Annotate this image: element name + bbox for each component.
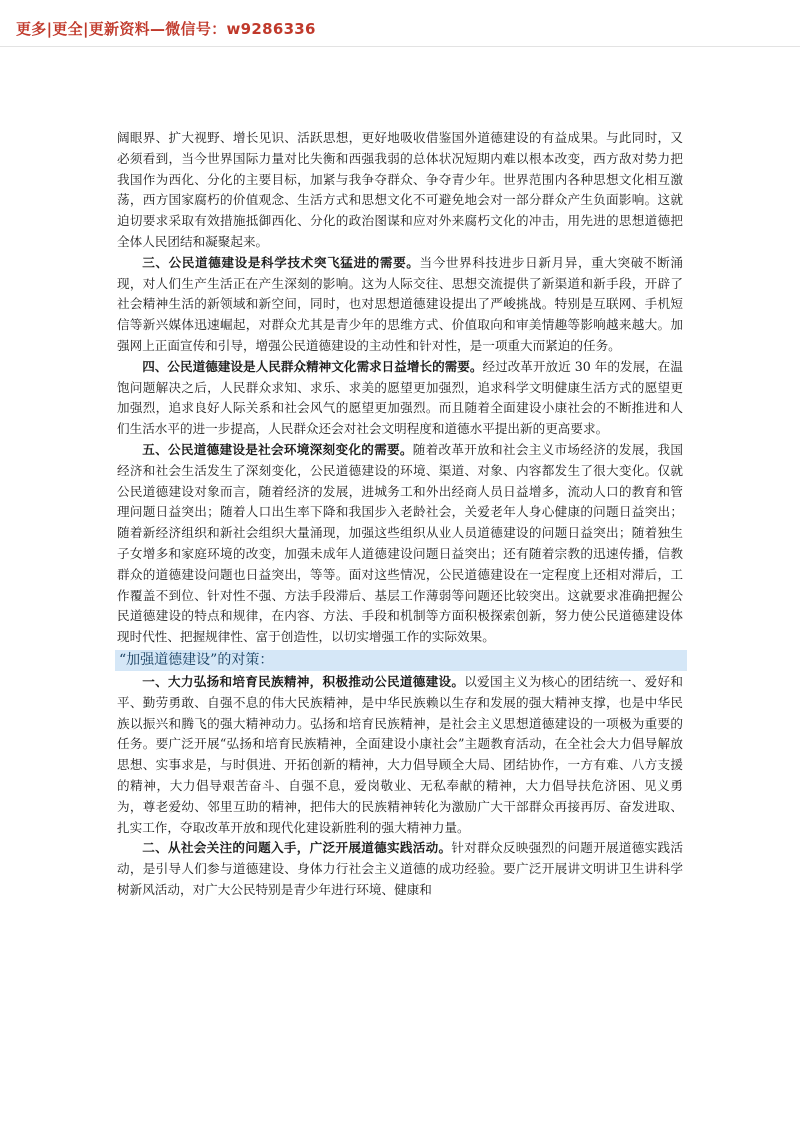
paragraph-lead: 三、公民道德建设是科学技术突飞猛进的需要。 (142, 254, 420, 270)
header-divider (0, 46, 800, 47)
paragraph-point-4 (117, 357, 683, 440)
document-body (117, 128, 683, 901)
section-heading: “加强道德建设”的对策： (115, 650, 687, 671)
paragraph-measure-2 (117, 838, 683, 900)
paragraph-lead: 二、从社会关注的问题入手，广泛开展道德实践活动。 (142, 840, 452, 856)
paragraph-lead: 四、公民道德建设是人民群众精神文化需求日益增长的需要。 (142, 358, 483, 374)
paragraph-text: 以爱国主义为核心的团结统一、爱好和平、勤劳勇敢、自强不息的伟大民族精神，是中华民族赖以生存和发展的强大精神支撑，也是中华民族以振兴和腾飞的强大精神动力。弘扬和培育民族精神，是社会主义思想道德建设的一项极为重要的任务。要广泛开展“弘扬和培育民族精神，全面建设小康社会”主题教育活动，在全社会大力倡导解放思想、实事求是，与时俱进、开拓创新的精神，大力倡导顾全大局、团结协作，一方有难、八方支援的精神，大力倡导艰苦奋斗、自强不息，爱岗敬业、无私奉献的精神，大力倡导扶危济困、见义勇为，尊老爱幼、邻里互助的精神，把伟大的民族精神转化为激励广大干部群众再接再厉、奋发进取、扎实工作，夺取改革开放和现代化建设新胜利的强大精神力量。 (117, 673, 684, 835)
paragraph-continuation (117, 128, 683, 253)
paragraph-text: 针对群众反映强烈的问题开展道德实践活动，是引导人们参与道德建设、身体力行社会主义道德的成功经验。要广泛开展讲文明讲卫生讲科学树新风活动，对广大公民特别是青少年进行环境、健康和 (117, 840, 684, 897)
paragraph-text: 阔眼界、扩大视野、增长见识、活跃思想，更好地吸收借鉴国外道德建设的有益成果。与此同时，又必须看到，当今世界国际力量对比失衡和西强我弱的总体状况短期内难以根本改变，西方敌对势力把我国作为西化、分化的主要目标，加紧与我争夺群众、争夺青少年。世界范围内各种思想文化相互激荡，西方国家腐朽的价值观念、生活方式和思想文化不可避免地会对一部分群众产生负面影响。这就迫切要求采取有效措施抵御西化、分化的政治图谋和应对外来腐朽文化的冲击，用先进的思想道德把全体人民团结和凝聚起来。 (117, 130, 683, 249)
paragraph-lead: 一、大力弘扬和培育民族精神，积极推动公民道德建设。 (142, 673, 465, 689)
paragraph-point-3 (117, 253, 683, 357)
paragraph-point-5 (117, 440, 683, 648)
paragraph-measure-1 (117, 672, 683, 838)
paragraph-text: 随着改革开放和社会主义市场经济的发展，我国经济和社会生活发生了深刻变化，公民道德建设的环境、渠道、对象、内容都发生了很大变化。仅就公民道德建设对象而言，随着经济的发展，进城务工和外出经商人员日益增多，流动人口的教育和管理问题日益突出；随着人口出生率下降和我国步入老龄社会，关爱老年人身心健康的问题日益突出；随着新经济组织和新社会组织大量涌现，加强这些组织从业人员道德建设的问题日益突出；随着独生子女增多和家庭环境的改变，加强未成年人道德建设问题日益突出；还有随着宗教的迅速传播，信教群众的道德建设问题也日益突出，等等。面对这些情况，公民道德建设在一定程度上还相对滞后，工作覆盖不到位、针对性不强、方法手段滞后、基层工作薄弱等问题还比较突出。这就要求准确把握公民道德建设的特点和规律，在内容、方法、手段和机制等方面积极探索创新，努力使公民道德建设体现时代性、把握规律性、富于创造性，以切实增强工作的实际效果。 (117, 441, 684, 645)
watermark-header: 更多|更全|更新资料—微信号：w9286336 (16, 20, 316, 38)
paragraph-text: 当今世界科技进步日新月异，重大突破不断涌现，对人们生产生活正在产生深刻的影响。这为人际交往、思想交流提供了新渠道和新手段，开辟了社会精神生活的新领域和新空间，同时，也对思想道德建设提出了严峻挑战。特别是互联网、手机短信等新兴媒体迅速崛起，对群众尤其是青少年的思维方式、价值取向和审美情趣等影响越来越大。加强网上正面宣传和引导，增强公民道德建设的主动性和针对性，是一项重大而紧迫的任务。 (117, 254, 684, 353)
paragraph-text: 经过改革开放近 30 年的发展，在温饱问题解决之后，人民群众求知、求乐、求美的愿望更加强烈，追求科学文明健康生活方式的愿望更加强烈，追求良好人际关系和社会风气的愿望更加强烈。而且随着全面建设小康社会的不断推进和人们生活水平的进一步提高，人民群众还会对社会文明程度和道德水平提出新的更高要求。 (117, 358, 683, 437)
paragraph-lead: 五、公民道德建设是社会环境深刻变化的需要。 (142, 441, 413, 457)
